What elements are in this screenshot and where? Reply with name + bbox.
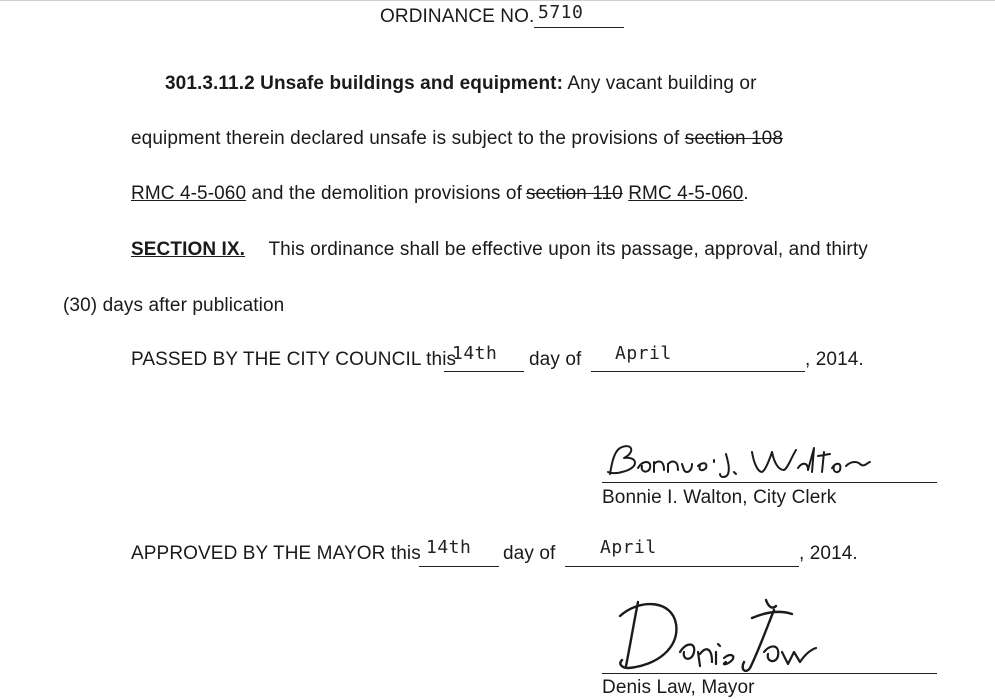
approved-day: 14th	[426, 537, 472, 558]
approved-lead: APPROVED BY THE MAYOR this	[131, 543, 421, 564]
passed-day: 14th	[452, 343, 498, 364]
passed-day-of: day of	[529, 349, 582, 370]
section-301-text-3: and the demolition provisions of	[251, 183, 522, 204]
section-301-line-3	[131, 183, 749, 205]
section-301-text-2: equipment therein declared unsafe is subject to the provisions of	[131, 128, 680, 149]
section-ix-text-1: This ordinance shall be effective upon its passage, approval, and thirty	[268, 239, 868, 260]
page-top-edge	[0, 0, 995, 1]
section-301-period: .	[743, 183, 749, 204]
approved-day-of: day of	[503, 543, 556, 564]
ordinance-label: ORDINANCE NO.	[380, 6, 535, 27]
section-ix-line-1	[131, 239, 868, 261]
passed-year: , 2014.	[805, 349, 864, 370]
section-301-line-2	[131, 128, 783, 150]
section-301-text-1: Any vacant building or	[567, 73, 757, 94]
approved-year: , 2014.	[799, 543, 858, 564]
mayor-name-title: Denis Law, Mayor	[602, 677, 755, 698]
inserted-rmc-2: RMC 4-5-060	[628, 183, 744, 204]
clerk-signature-line	[602, 482, 937, 483]
passed-month: April	[615, 343, 672, 364]
section-ix-heading: SECTION IX.	[131, 239, 246, 260]
mayor-signature-line	[602, 673, 937, 674]
section-ix-line-2: (30) days after publication	[63, 295, 285, 316]
section-301-line-1	[165, 73, 757, 95]
section-301-heading: 301.3.11.2 Unsafe buildings and equipment:	[165, 73, 564, 94]
deleted-section-110: section 110	[525, 183, 623, 204]
inserted-rmc-1: RMC 4-5-060	[131, 183, 247, 204]
ordinance-number: 5710	[538, 2, 584, 23]
approved-month: April	[600, 537, 657, 558]
clerk-name-title: Bonnie I. Walton, City Clerk	[602, 487, 837, 508]
mayor-signature	[616, 596, 836, 676]
clerk-signature	[602, 440, 872, 485]
passed-lead: PASSED BY THE CITY COUNCIL this	[131, 349, 457, 370]
deleted-section-108: section 108	[684, 128, 783, 149]
